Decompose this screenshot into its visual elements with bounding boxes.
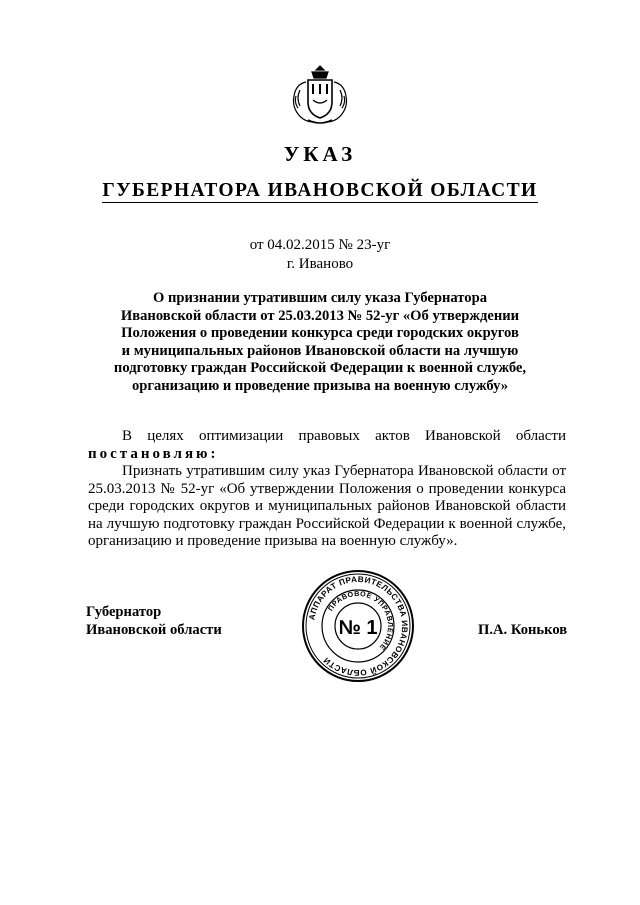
signatory-title-line2: Ивановской области — [86, 622, 222, 638]
document-subject — [82, 290, 558, 396]
document-type: УКАЗ — [283, 142, 357, 166]
seal-ring-text: АППАРАТ ПРАВИТЕЛЬСТВА ИВАНОВСКОЙ ОБЛАСТИ — [307, 574, 410, 678]
issuing-authority — [0, 180, 640, 202]
coat-of-arms-icon — [286, 60, 354, 128]
issuing-authority-text: ГУБЕРНАТОРА ИВАНОВСКОЙ ОБЛАСТИ — [102, 180, 538, 201]
resolution-paragraph: Признать утратившим силу указ Губернатора Ивановской области от 25.03.2013 № 52-уг «Об утверждении Положения о проведении конкурса среди городских округов и муниципальных районов Ивановской области на лучшую подготовку граждан Российской Федерации к военной службе, организацию и проведение призыва на военную службу». — [88, 463, 566, 549]
date-number: от 04.02.2015 № 23-уг — [249, 237, 391, 253]
official-seal — [300, 568, 416, 684]
city: г. Иваново — [286, 256, 354, 272]
signatory-name: П.А. Коньков — [478, 622, 568, 638]
subject-line: организацию и проведение призыва на военную службу» — [131, 377, 509, 394]
document-body — [88, 428, 566, 551]
subject-line: подготовку граждан Российской Федерации к военной службе, — [113, 360, 527, 377]
preamble: В целях оптимизации правовых актов Ивановской области — [122, 428, 566, 444]
signatory-title-line1: Губернатор — [86, 604, 162, 620]
subject-line: Положения о проведении конкурса среди городских округов — [121, 325, 519, 342]
seal-number: № 1 — [338, 617, 378, 639]
decree-word: постановляю: — [88, 445, 219, 462]
subject-line: Ивановской области от 25.03.2013 № 52-уг «Об утверждении — [120, 307, 520, 324]
signatory-title — [86, 603, 222, 639]
seal-inner-text: ПРАВОВОЕ УПРАВЛЕНИЕ — [325, 588, 396, 653]
subject-line: и муниципальных районов Ивановской области на лучшую — [121, 342, 519, 359]
subject-line: О признании утратившим силу указа Губернатора — [153, 290, 487, 306]
